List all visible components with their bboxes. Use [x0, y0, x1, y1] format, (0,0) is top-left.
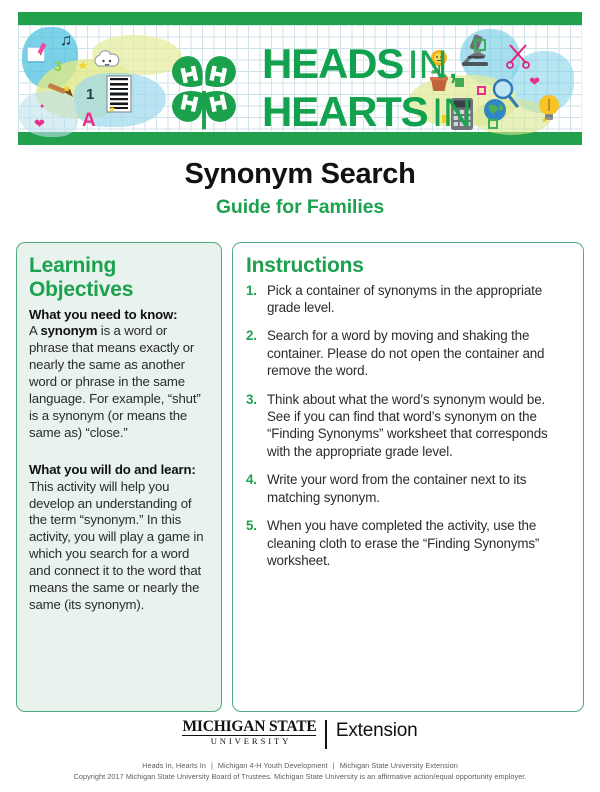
- step-number: 3.: [246, 391, 257, 407]
- synonym-term: synonym: [40, 323, 98, 339]
- synonym-def-body: is a word or phrase that means exactly or nearly the same as another word or phrase in the same language. For example, “shut” is a synonym (or means the same as) “close.”: [29, 323, 201, 441]
- list-item: [246, 282, 569, 317]
- heads-in-hearts-in-wordmark: [262, 40, 472, 136]
- square-outline-icon: [474, 39, 486, 55]
- banner-grid-background: [18, 25, 582, 138]
- notebook-icon: [26, 43, 52, 71]
- list-item: [246, 327, 569, 379]
- wordmark-in-2: IN: [431, 91, 472, 136]
- msu-university: UNIVERSITY: [210, 736, 292, 747]
- dot-icon: ●: [40, 103, 45, 110]
- msu-extension-logo: [0, 719, 600, 749]
- step-number: 4.: [246, 472, 257, 488]
- wordmark-hearts: HEARTS: [262, 88, 428, 136]
- letter-a-icon: A: [82, 110, 96, 131]
- header-banner: [18, 12, 582, 145]
- synonym-def-lead: A: [29, 323, 41, 339]
- cloud-face-icon: [92, 49, 122, 77]
- do-and-learn-heading: What you will do and learn:: [29, 462, 196, 478]
- credit-program: Heads In, Hearts In: [142, 761, 206, 770]
- need-to-know-heading: What you need to know:: [29, 307, 178, 323]
- step-text: Write your word from the container next to its matching synonym.: [267, 472, 527, 505]
- credit-line: [0, 760, 600, 771]
- banner-top-bar: [18, 12, 582, 25]
- msu-michigan-state: MICHIGAN STATE: [182, 718, 317, 735]
- credit-org: Michigan State University Extension: [339, 761, 458, 770]
- four-h-clover-icon: [156, 41, 252, 137]
- clover-caption: 18 USC 707: [193, 134, 215, 138]
- square-pink-icon: [477, 83, 486, 99]
- credit-department: Michigan 4-H Youth Development: [217, 761, 328, 770]
- step-number: 5.: [246, 518, 257, 534]
- square-green-outline-icon: [488, 117, 498, 133]
- music-note-icon: ♫: [60, 32, 72, 49]
- step-number: 2.: [246, 328, 257, 344]
- credit-separator: |: [210, 761, 213, 770]
- msu-university-lockup: [182, 719, 325, 747]
- copyright-line: Copyright 2017 Michigan State University Board of Trustees. Michigan State University is an affirmative action/equal opportunity employer.: [73, 772, 527, 782]
- page-subtitle: Guide for Families: [215, 196, 385, 218]
- step-text: Think about what the word’s synonym would be. See if you can find that word’s synonym on the “Finding Synonyms” worksheet that corresponds with the appropriate grade level.: [267, 391, 548, 459]
- do-and-learn-text: This activity will help you develop an understanding of the term “synonym.” In this activity, you will play a game in which you search for a word and connect it to the word that means the same or nearly the same (its synonym).: [29, 478, 204, 613]
- panel-spacer: [29, 454, 209, 462]
- list-item: [246, 517, 569, 569]
- instructions-list: [246, 282, 569, 570]
- number-1-icon: 1: [86, 86, 95, 103]
- wordmark-in-1: IN,: [407, 43, 459, 87]
- instructions-heading: Instructions: [246, 254, 364, 277]
- star-icon: ★: [108, 104, 117, 114]
- number-3-icon: 3: [54, 58, 62, 74]
- page-title: Synonym Search: [184, 158, 416, 190]
- learning-objectives-panel: [16, 242, 222, 712]
- footer-credits: [0, 760, 600, 783]
- learning-objectives-heading: Learning Objectives: [29, 254, 134, 301]
- list-item: [246, 391, 569, 461]
- step-text: When you have completed the activity, use the cleaning cloth to erase the “Finding Synonyms” worksheet.: [267, 518, 540, 568]
- list-item: [246, 471, 569, 506]
- credit-separator: |: [332, 761, 335, 770]
- need-to-know-text: [29, 323, 209, 442]
- heart-icon: ❤: [34, 116, 45, 131]
- msu-extension-word: Extension: [335, 720, 418, 741]
- heart-pink-icon: ❤: [529, 74, 540, 89]
- step-text: Search for a word by moving and shaking the container. Please do not open the container and remove the word.: [267, 328, 545, 379]
- star-icon: ★: [62, 84, 71, 95]
- scissors-icon: [506, 41, 532, 73]
- star-icon: ★: [540, 116, 548, 125]
- step-number: 1.: [246, 282, 257, 298]
- instructions-panel: [232, 242, 584, 712]
- star-icon: ★: [78, 60, 88, 72]
- step-text: Pick a container of synonyms in the appropriate grade level.: [267, 282, 543, 315]
- wordmark-heads: HEADS: [262, 40, 404, 87]
